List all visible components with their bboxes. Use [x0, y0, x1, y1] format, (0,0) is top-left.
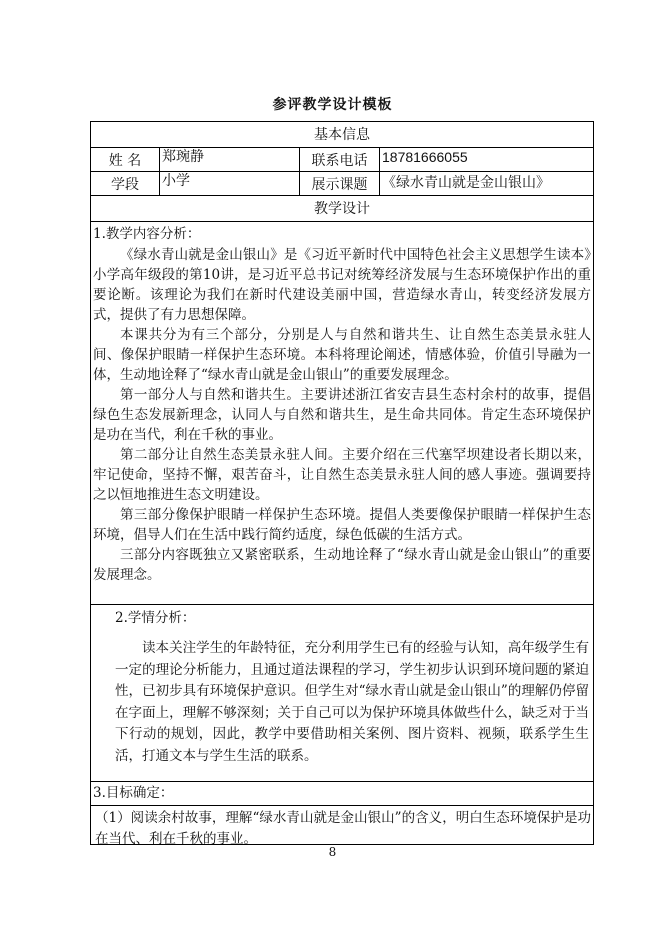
objective-item-1: （1）阅读余村故事，理解“绿水青山就是金山银山”的含义，明白生态环境保护是功在当代、利在千秋的事业。: [95, 810, 591, 847]
topic-value: 《绿水青山就是金山银山》: [379, 172, 593, 195]
school-level-value: 小学: [159, 172, 299, 195]
content-analysis-section: [91, 224, 593, 605]
content-analysis-paragraph-3: 第一部分人与自然和谐共生。主要讲述浙江省安吉县生态村余村的故事，提倡绿色生态发展新理念，认同人与自然和谐共生，是生命共同体。肯定生态环境保护是功在当代，利在千秋的事业。: [93, 387, 591, 443]
basic-info-header: 基本信息: [314, 127, 370, 143]
phone-label: 联系电话: [299, 148, 379, 171]
level-topic-row: [91, 172, 593, 196]
learner-analysis-section: [91, 606, 593, 782]
school-level-label: 学段: [111, 177, 139, 193]
design-table: [90, 121, 594, 845]
learner-analysis-heading: 2.学情分析：: [115, 610, 196, 626]
content-analysis-paragraph-2: 本课共分为有三个部分，分别是人与自然和谐共生、让自然生态美景永驻人间、像保护眼睛一样保护生态环境。本科将理论阐述，情感体验，价值引导融为一体，生动地诠释了“绿水青山就是金山银山”的重要发展理念。: [93, 327, 591, 383]
content-analysis-paragraph-4: 第二部分让自然生态美景永驻人间。主要介绍在三代塞罕坝建设者长期以来，牢记使命，坚持不懈，艰苦奋斗，让自然生态美景永驻人间的感人事迹。强调要持之以恒地推进生态文明建设。: [93, 447, 591, 503]
name-label: 姓 名: [108, 153, 142, 169]
phone-value: 18781666055: [379, 148, 593, 171]
content-analysis-heading: 1.教学内容分析：: [93, 226, 201, 242]
objectives-heading: 3.目标确定：: [93, 785, 174, 801]
page-number: 8: [328, 845, 337, 859]
content-analysis-paragraph-5: 第三部分像保护眼睛一样保护生态环境。提倡人类要像保护眼睛一样保护生态环境，倡导人们在生活中践行简约适度，绿色低碳的生活方式。: [93, 507, 591, 543]
topic-label: 展示课题: [299, 172, 379, 195]
content-analysis-paragraph-1: 《绿水青山就是金山银山》是《习近平新时代中国特色社会主义思想学生读本》小学高年级段的第10讲，是习近平总书记对统筹经济发展与生态环境保护作出的重要论断。该理论为我们在新时代建设美丽中国，营造绿水青山，转变经济发展方式，提供了有力思想保障。: [93, 247, 591, 323]
content-analysis-paragraph-6: 三部分内容既独立又紧密联系，生动地诠释了“绿水青山就是金山银山”的重要发展理念。: [93, 547, 591, 583]
document-title: 参评教学设计模板: [272, 97, 393, 113]
name-value: 郑琬静: [159, 148, 299, 171]
design-header-row: [91, 196, 593, 222]
name-phone-row: [91, 148, 593, 172]
objectives-section: [91, 783, 593, 847]
learner-analysis-paragraph: 读本关注学生的年龄特征，充分利用学生已有的经验与认知，高年级学生有一定的理论分析能力，且通过道法课程的学习，学生初步认识到环境问题的紧迫性，已初步具有环境保护意识。但学生对“绿水青山就是金山银山”的理解仍停留在字面上，理解不够深刻；关于自己可以为保护环境具体做些什么，缺乏对于当下行动的规划，因此，教学中要借助相关案例、图片资料、视频，联系学生生活，打通文本与学生生活的联系。: [115, 640, 589, 764]
design-header: 教学设计: [314, 201, 370, 217]
basic-info-header-row: [91, 122, 593, 148]
